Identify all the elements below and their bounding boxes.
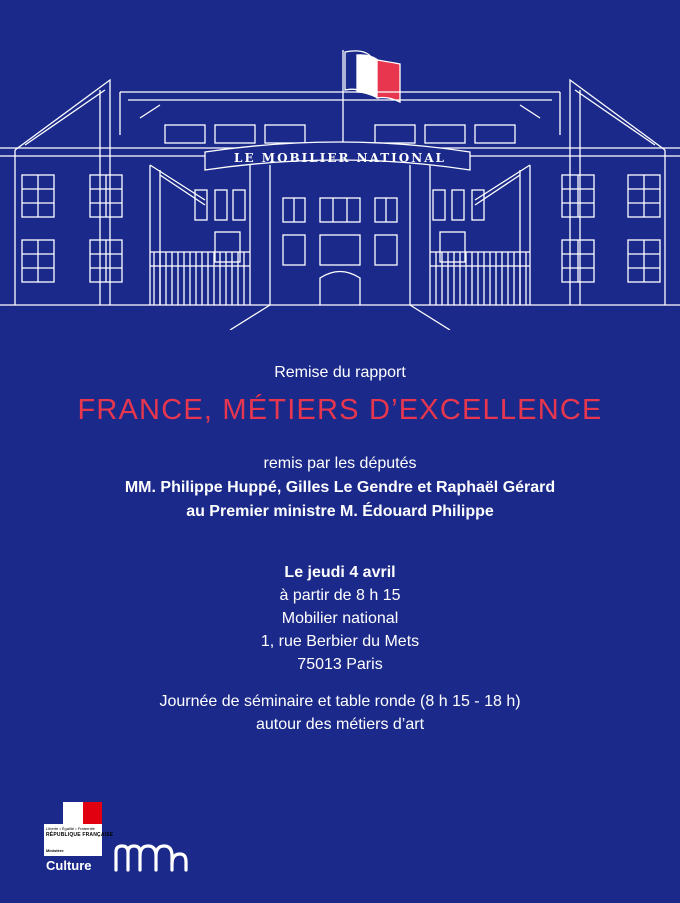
event-time: à partir de 8 h 15 bbox=[279, 587, 401, 604]
logo-flag-red bbox=[83, 802, 102, 824]
report-title: FRANCE, MÉTIERS D’EXCELLENCE bbox=[77, 394, 603, 426]
logo-culture-word: Culture bbox=[46, 858, 92, 873]
logo-motto: Liberté • Égalité • Fraternité bbox=[46, 826, 95, 831]
presenters-names: MM. Philippe Huppé, Gilles Le Gendre et Raphaël Gérard bbox=[124, 479, 556, 496]
event-city: 75013 Paris bbox=[297, 656, 383, 673]
building-banner-text: LE MOBILIER NATIONAL bbox=[234, 151, 446, 165]
logo-flag-blue bbox=[44, 802, 63, 824]
event-venue: Mobilier national bbox=[281, 610, 399, 627]
logo-republique: RÉPUBLIQUE FRANÇAISE bbox=[46, 832, 114, 838]
seminar-line-2: autour des métiers d’art bbox=[255, 716, 425, 733]
report-subtitle: Remise du rapport bbox=[274, 364, 406, 381]
french-flag-icon bbox=[343, 50, 400, 145]
logo-ministere: Ministère bbox=[46, 848, 64, 853]
seminar-block bbox=[0, 690, 680, 736]
mobilier-national-logo-icon bbox=[112, 842, 190, 874]
left-fence bbox=[150, 252, 250, 305]
presenters-block bbox=[0, 452, 680, 524]
mobilier-national-building-illustration bbox=[0, 40, 680, 330]
right-fence bbox=[430, 252, 530, 305]
ministere-culture-logo bbox=[44, 802, 114, 874]
event-date: Le jeudi 4 avril bbox=[284, 564, 396, 581]
presenters-recipient: au Premier ministre M. Édouard Philippe bbox=[186, 503, 494, 520]
event-details bbox=[0, 561, 680, 676]
seminar-line-1: Journée de séminaire et table ronde (8 h 15 - 18 h) bbox=[159, 693, 521, 710]
event-street: 1, rue Berbier du Mets bbox=[260, 633, 420, 650]
presenters-intro: remis par les députés bbox=[263, 455, 417, 472]
